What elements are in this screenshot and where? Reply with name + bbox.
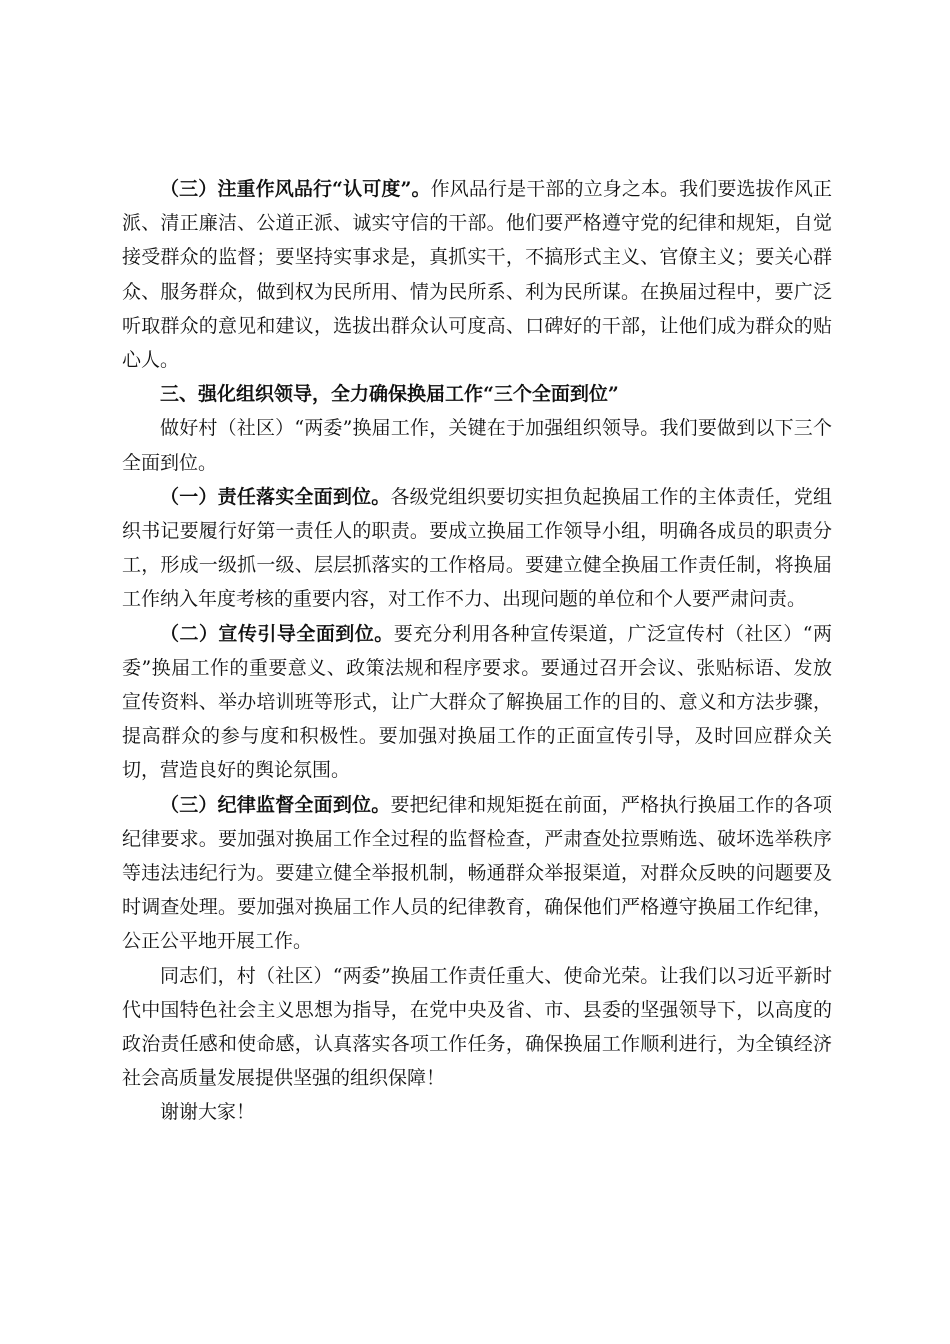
paragraph-style-integrity xyxy=(122,172,832,377)
paragraph-intro-three-full xyxy=(122,411,832,479)
paragraph-lead: （二）宣传引导全面到位。 xyxy=(160,622,394,645)
paragraph-body: 做好村（社区）“两委”换届工作，关键在于加强组织领导。我们要做到以下三个全面到位。 xyxy=(122,417,832,474)
paragraph-closing xyxy=(122,959,832,1096)
paragraph-body: 要充分利用各种宣传渠道，广泛宣传村（社区）“两委”换届工作的重要意义、政策法规和程序要求。要通过召开会议、张贴标语、发放宣传资料、举办培训班等形式，让广大群众了解换届工作的目的、意义和方法步骤，提高群众的参与度和积极性。要加强对换届工作的正面宣传引导，及时回应群众关切，营造良好的舆论氛围。 xyxy=(122,622,832,782)
paragraph-lead: （三）注重作风品行“认可度”。 xyxy=(160,178,431,200)
paragraph-body: 要把纪律和规矩挺在前面，严格执行换届工作的各项纪律要求。要加强对换届工作全过程的监督检查，严肃查处拉票贿选、破坏选举秩序等违法违纪行为。要建立健全举报机制，畅通群众举报渠道，对群众反映的问题要及时调查处理。要加强对换届工作人员的纪律教育，确保他们严格遵守换届工作纪律，公正公平地开展工作。 xyxy=(122,793,832,953)
document-page xyxy=(122,172,832,1130)
paragraph-discipline xyxy=(122,788,832,959)
paragraph-responsibility xyxy=(122,480,832,617)
paragraph-publicity xyxy=(122,617,832,788)
paragraph-lead: （一）责任落实全面到位。 xyxy=(160,485,391,508)
paragraph-lead: （三）纪律监督全面到位。 xyxy=(160,793,391,816)
paragraph-body: 谢谢大家！ xyxy=(160,1101,256,1124)
paragraph-thanks xyxy=(122,1095,832,1129)
paragraph-body: 同志们，村（社区）“两委”换届工作责任重大、使命光荣。让我们以习近平新时代中国特色社会主义思想为指导，在党中央及省、市、县委的坚强领导下，以高度的政治责任感和使命感，认真落实各项工作任务，确保换届工作顺利进行，为全镇经济社会高质量发展提供坚强的组织保障！ xyxy=(122,964,832,1090)
paragraph-body: 各级党组织要切实担负起换届工作的主体责任，党组织书记要履行好第一责任人的职责。要成立换届工作领导小组，明确各成员的职责分工，形成一级抓一级、层层抓落实的工作格局。要建立健全换届工作责任制，将换届工作纳入年度考核的重要内容，对工作不力、出现问题的单位和个人要严肃问责。 xyxy=(122,485,832,611)
paragraph-body: 作风品行是干部的立身之本。我们要选拔作风正派、清正廉洁、公道正派、诚实守信的干部。他们要严格遵守党的纪律和规矩，自觉接受群众的监督；要坚持实事求是，真抓实干，不搞形式主义、官僚主义；要关心群众、服务群众，做到权为民所用、情为民所系、利为民所谋。在换届过程中，要广泛听取群众的意见和建议，选拔出群众认可度高、口碑好的干部，让他们成为群众的贴心人。 xyxy=(122,178,832,372)
section-heading-three: 三、强化组织领导，全力确保换届工作“三个全面到位” xyxy=(160,383,619,406)
